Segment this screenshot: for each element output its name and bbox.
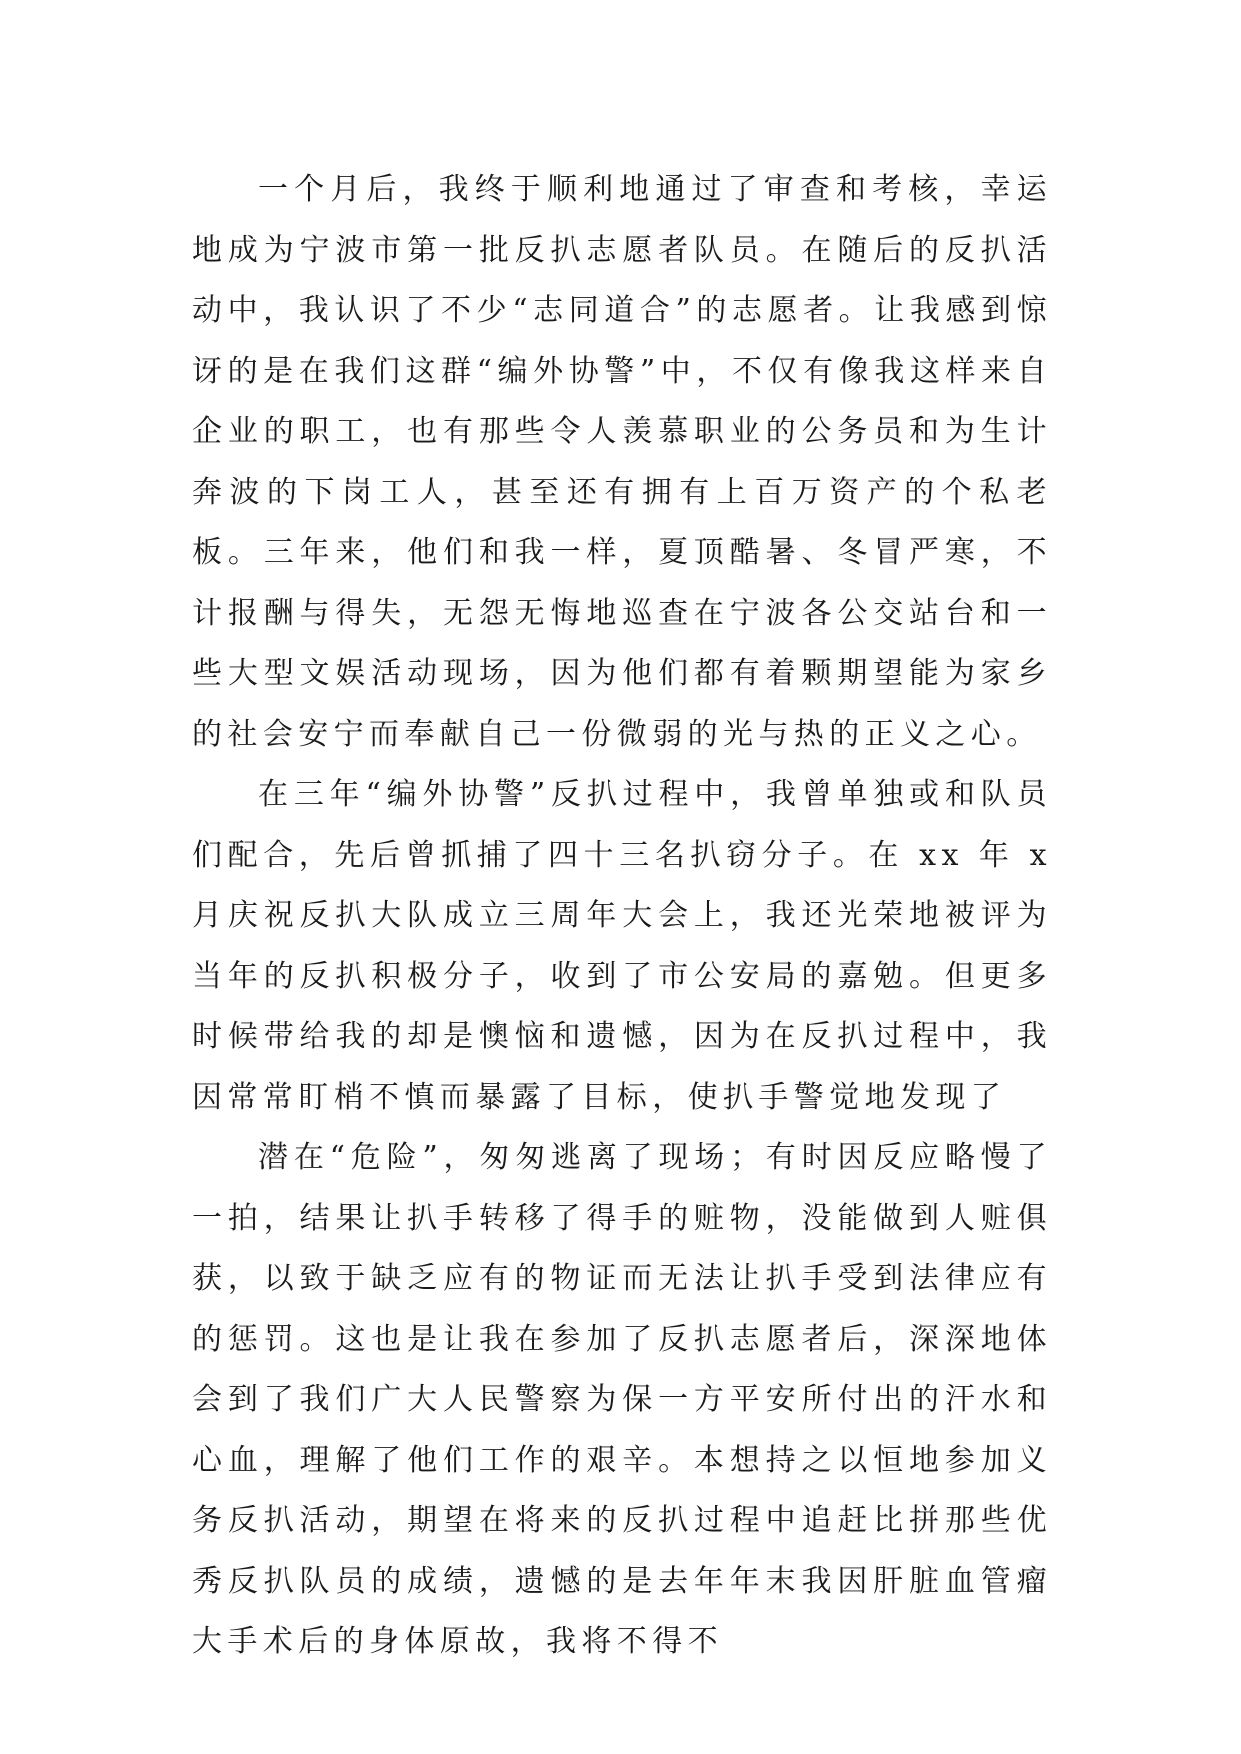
- document-body: [192, 160, 1052, 1673]
- paragraph: 在三年“编外协警”反扒过程中，我曾单独或和队员们配合，先后曾抓捕了四十三名扒窃分子。在 xx 年 x 月庆祝反扒大队成立三周年大会上，我还光荣地被评为当年的反扒积极分子，收到了市公安局的嘉勉。但更多时候带给我的却是懊恼和遗憾，因为在反扒过程中，我因常常盯梢不慎而暴露了目标，使扒手警觉地发现了: [192, 777, 1052, 1115]
- paragraph: 一个月后，我终于顺利地通过了审查和考核，幸运地成为宁波市第一批反扒志愿者队员。在随后的反扒活动中，我认识了不少“志同道合”的志愿者。让我感到惊讶的是在我们这群“编外协警”中，不仅有像我这样来自企业的职工，也有那些令人羡慕职业的公务员和为生计奔波的下岗工人，甚至还有拥有上百万资产的个私老板。三年来，他们和我一样，夏顶酷暑、冬冒严寒，不计报酬与得失，无怨无悔地巡查在宁波各公交站台和一些大型文娱活动现场，因为他们都有着颗期望能为家乡的社会安宁而奉献自己一份微弱的光与热的正义之心。: [192, 172, 1052, 752]
- paragraph: 潜在“危险”，匆匆逃离了现场；有时因反应略慢了一拍，结果让扒手转移了得手的赃物，没能做到人赃俱获，以致于缺乏应有的物证而无法让扒手受到法律应有的惩罚。这也是让我在参加了反扒志愿者后，深深地体会到了我们广大人民警察为保一方平安所付出的汗水和心血，理解了他们工作的艰辛。本想持之以恒地参加义务反扒活动，期望在将来的反扒过程中追赶比拼那些优秀反扒队员的成绩，遗憾的是去年年末我因肝脏血管瘤大手术后的身体原故，我将不得不: [192, 1140, 1052, 1659]
